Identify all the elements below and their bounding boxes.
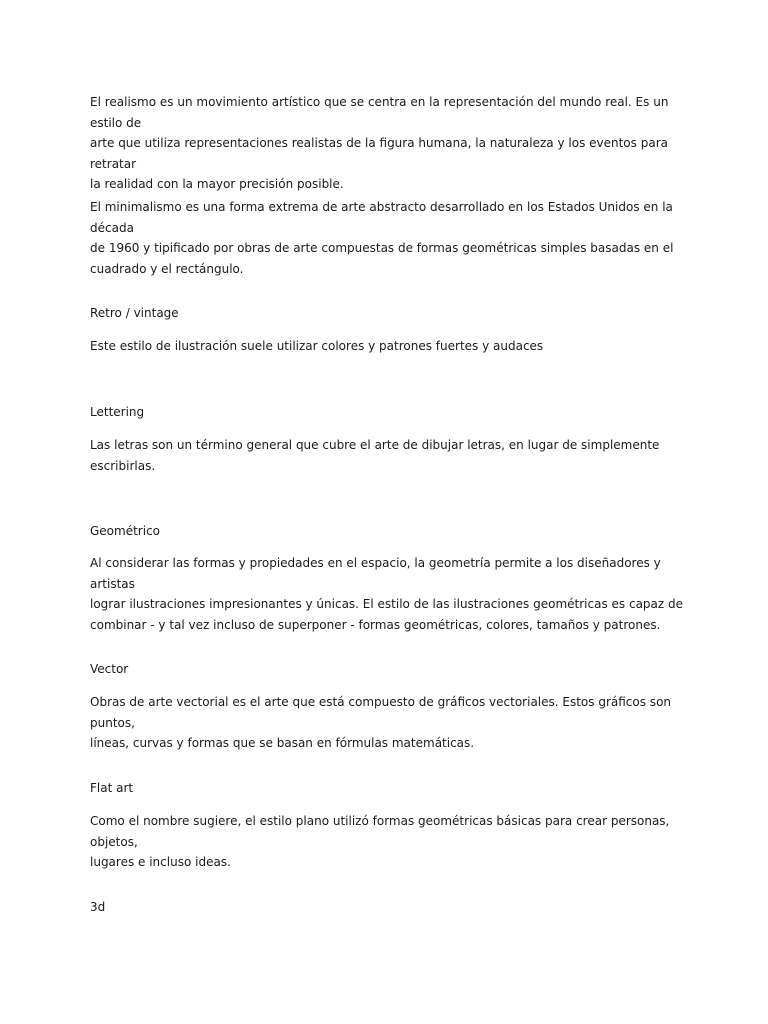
paragraph-geometrico: Al considerar las formas y propiedades en el espacio, la geometría permite a los diseñadores y artistas lograr ilustraciones impresionantes y únicas. El estilo de las ilustraciones geométricas es capaz de combinar - y tal vez incluso de superponer - formas geométricas, colores, tamaños y patrones. [90,556,684,632]
paragraph-minimalismo: El minimalismo es una forma extrema de arte abstracto desarrollado en los Estados Unidos en la década de 1960 y tipificado por obras de arte compuestas de formas geométricas simples basadas en el cuadrado y el rectángulo. [90,200,674,276]
paragraph-realismo: El realismo es un movimiento artístico que se centra en la representación del mundo real. Es un estilo de arte que utiliza representaciones realistas de la figura humana, la naturaleza y los eventos para retratar la realidad con la mayor precisión posible. [90,95,669,191]
heading-flat-art: Flat art [90,781,134,795]
heading-3d: 3d [90,900,106,914]
heading-lettering: Lettering [90,405,145,419]
paragraph-retro-vintage: Este estilo de ilustración suele utilizar colores y patrones fuertes y audaces [90,339,544,353]
paragraph-lettering: Las letras son un término general que cubre el arte de dibujar letras, en lugar de simplemente escribirlas. [90,438,660,473]
heading-vector: Vector [90,662,129,676]
heading-geometrico: Geométrico [90,524,161,538]
paragraph-flat-art: Como el nombre sugiere, el estilo plano utilizó formas geométricas básicas para crear personas, objetos, lugares e incluso ideas. [90,814,670,869]
heading-retro-vintage: Retro / vintage [90,306,179,320]
paragraph-vector: Obras de arte vectorial es el arte que está compuesto de gráficos vectoriales. Estos gráficos son puntos, líneas, curvas y formas que se basan en fórmulas matemáticas. [90,695,672,750]
